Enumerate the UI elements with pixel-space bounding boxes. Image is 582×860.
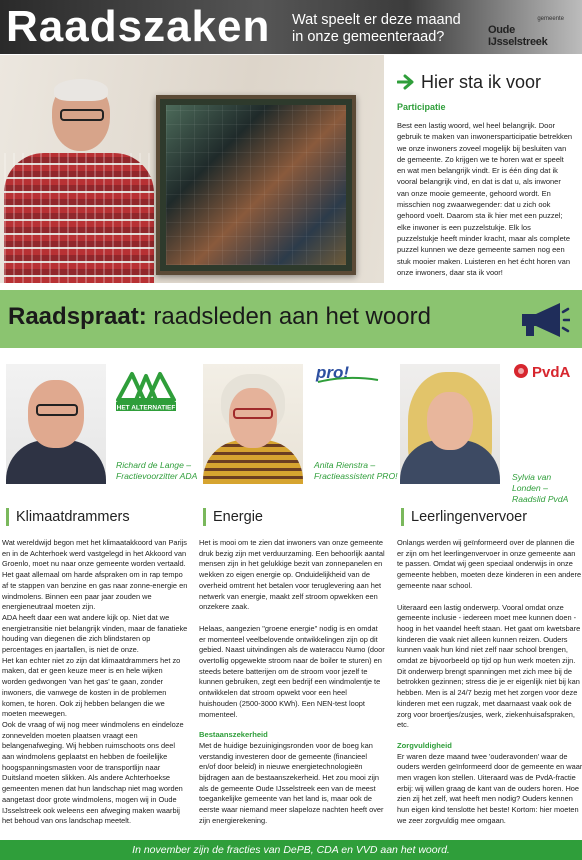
stand-subheading: Participatie: [397, 102, 446, 112]
ada-logo: [114, 368, 178, 412]
paragraph: Helaas, aangezien "groene energie" nodig is en omdat er momenteel veelbelovende ontwikkelingen zijn op dit gebied. Naast uitvindingen als de wateraccu Numo (door overtollig opgewekte stroom naar de boiler te sturen) en steeds betere batterijen om de stroom voor jezelf te kunnen gebruiken, zegt een bedrijf een windmolentje te ontwikkelen dat stroom opwekt voor een heel huishouden (2500-3000 KWh). Een NEN-test loopt momenteel.: [199, 623, 385, 719]
band-title-bold: Raadspraat:: [8, 303, 147, 330]
portrait-glasses: [36, 404, 78, 416]
pro-logo-text: pro!: [316, 363, 350, 382]
column-subheading: Bestaanszekerheid: [199, 730, 268, 740]
pvda-logo-text: PvdA: [532, 364, 571, 381]
paragraph: Wat wereldwijd begon met het klimaatakkoord van Parijs en in de Achterhoek werd vastgelegd in het Akkoord van Groenlo, moet nu naar onze gemeente worden vertaald. Het gaat allemaal om harde afspraken om in rap tempo af te stappen van benzine en gas naar zonne-energie en windmolens. Binnen een paar jaar zouden we energieneutraal moeten zijn.: [2, 538, 188, 612]
column-subheading: Zorgvuldigheid: [397, 740, 452, 750]
page-subtitle: [292, 12, 492, 46]
page-title: Raadszaken: [6, 2, 271, 51]
member-caption-3: Sylvia van Londen – Raadslid PvdA: [512, 472, 569, 504]
portrait-richard-de-lange: [6, 364, 106, 484]
paragraph: ADA heeft daar een wat andere kijk op. Niet dat we energietransitie niet belangrijk vinden, maar de fanatieke houding van diegenen die zich blindstaren op percentages en jaartallen, is niet de onze.: [2, 612, 188, 655]
column-body: [199, 538, 385, 827]
portrait-anita-rienstra: [203, 364, 303, 484]
subtitle-line-1: Wat speelt er deze maand: [292, 12, 461, 28]
pro-logo: [312, 362, 382, 384]
paragraph: Ook de vraag of wij nog meer windmolens en eindeloze zonnevelden moeten plaatsen vraagt een belangenafweging. Wij hebben ruimschoots ons deel aan windmolens geplaatst en hebben de foeilelijke hoogspanningsmasten voor de transportlijn naar Duitsland moeten slikken. Als andere Achterhoekse gemeenten menen dat hun landschap niet mag worden aangetast door grote windmolens, mogen wij in Oude IJsselstreek ook weleens een afweging maken waarbij het behoud van ons landschap meetelt.: [2, 719, 184, 826]
band-title: [8, 302, 431, 332]
member-caption-1: Richard de Lange – Fractievoorzitter ADA: [116, 460, 198, 481]
subtitle-line-2: in onze gemeenteraad?: [292, 29, 445, 45]
paragraph: Er waren deze maand twee 'ouderavonden' waar de ouders werden geïnformeerd door de gemeente en waar men vragen kon stellen. Uiteraard was de PvdA-fractie erbij: wij willen graag de kant van de ouders horen. Hoe zien zij het zelf, wat heeft men nodig? Ouders kennen hun eigen kind tenslotte het beste! Kortom: hier moeten we zeer zorgvuldig mee omgaan.: [397, 751, 582, 825]
hero-glasses: [60, 109, 104, 121]
logo-main-text: Oude IJsselstreek: [488, 24, 548, 48]
column-body: [2, 538, 188, 827]
column-title: Klimaatdrammers: [6, 508, 188, 526]
paragraph: Onlangs werden wij geïnformeerd over de plannen die er zijn om het leerlingenvervoer in onze gemeente aan te passen. Omdat wij geen speciaal onderwijs in onze gemeente hebben, moeten deze kinderen in een andere gemeente naar school.: [397, 538, 582, 590]
pvda-logo: [512, 360, 582, 382]
paragraph: Met de huidige bezuinigingsronden voor de boeg kan verstandig investeren door de gemeente (financieel en/of door beleid) in nieuwe energietechnologieën bijdragen aan de bestaanszekerheid. Het zou mooi zijn als de gemeente Oude IJsselstreek een van de meest toegankelijke gemeente van het land is, maar ook de eerste waar niemand meer slapeloze nachten heeft over zijn energierekening.: [199, 740, 384, 825]
hero-photo: [0, 55, 384, 283]
hero-hair: [54, 79, 108, 101]
ada-logo-text: HET ALTERNATIEF: [116, 404, 176, 412]
hero-shirt: [4, 153, 154, 283]
municipality-logo: [488, 16, 580, 48]
member-caption-2: Anita Rienstra – Fractieassistent PRO!: [314, 460, 398, 481]
band-title-rest: raadsleden aan het woord: [146, 303, 431, 330]
arrow-right-icon: [397, 74, 415, 90]
column-energie: [199, 508, 385, 827]
footer-banner: In november zijn de fracties van DePB, CDA en VVD aan het woord.: [0, 840, 582, 860]
hero-person: [4, 73, 154, 283]
column-leerlingenvervoer: [397, 508, 582, 827]
logo-small-text: gemeente: [537, 16, 564, 22]
paragraph: Uiteraard een lastig onderwerp. Vooral omdat onze gemeente inclusie - iedereen moet mee kunnen doen - hoog in het vaandel heeft staan. Het gaat om kwetsbare kinderen die vaak niet alleen kunnen reizen. Ouders kunnen vaak hun kind niet zelf naar school brengen, omdat ze bijvoorbeeld op tijd op hun werk moeten zijn. Dit onderwerp brengt spanningen met zich mee bij de betrokken gezinnen; stress die je er eigenlijk niet bij kan hebben. Men is al 24/7 bezig met het zorgen voor deze kinderen met een rugzak, met daarnaast vaak ook de zorg voor broertjes/zusjes, werk, ziekenhuisafspraken, etc.: [397, 602, 581, 730]
stand-title: [397, 72, 573, 92]
puzzle-frame: [156, 95, 356, 275]
megaphone-icon: [516, 300, 570, 340]
raadspraat-band: [0, 290, 582, 348]
column-title: Energie: [203, 508, 385, 526]
puzzle-image: [166, 105, 346, 265]
stand-section: [397, 72, 573, 278]
paragraph: Het is mooi om te zien dat inwoners van onze gemeente druk bezig zijn met verduurzaming. Een behoorlijk aantal mensen zijn in het gelukkige bezit van zonnepanelen en wekken zo eigen energie op. Onduidelijkheid van de overheid omtrent het betalen voor teruglevering aan het netwerk van energie, maakt zelf stroom opwekken een onzekere zaak.: [199, 538, 385, 612]
column-body: [397, 538, 582, 827]
stand-body: Best een lastig woord, wel heel belangrijk. Door gebruik te maken van inwonersparticipatie betrekken we onze inwoners zoveel mogelijk bij besluiten van de gemeente. Zo krijgen we te horen wat er speelt en wat men belangrijk vindt. Er is één ding dat ik vooral belangrijk vind, en dat is dat u, als inwoner van onze mooie gemeente, gehoord wordt. En misschien nog zwaarwegender: dat u zich ook gehoord voelt. Daarom sta ik hier met een puzzel; elke inwoner is een puzzelstukje. Elk los puzzelstukje heeft minder kracht, maar als complete puzzel kunnen we deze gemeente samen nog een stuk mooier maken. Luisteren en het écht horen van onze inwoners, daar sta ik voor!: [397, 121, 573, 277]
column-title: Leerlingenvervoer: [401, 508, 582, 526]
portrait-sylvia-van-londen: [400, 364, 500, 484]
portrait-glasses: [233, 408, 273, 419]
paragraph: Het kan echter niet zo zijn dat klimaatdrammers het zo maken, dat er geen keuze meer is en hele wijken worden gedwongen 'van het gas' te gaan, zonder inwoners, die vanwege de kosten in de problemen komen, te horen. Ook zij hebben belangen die we moeten meewegen.: [2, 655, 181, 719]
portrait-head: [427, 392, 473, 450]
stand-title-text: Hier sta ik voor: [421, 72, 542, 92]
column-klimaatdrammers: [2, 508, 188, 827]
